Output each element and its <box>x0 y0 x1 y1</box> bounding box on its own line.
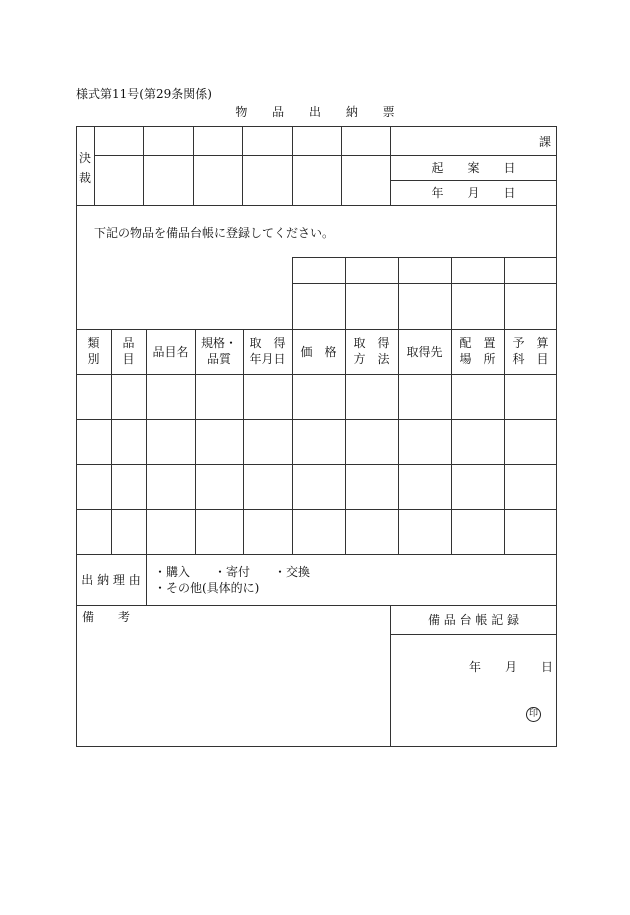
remarks-label: 備 考 <box>82 610 131 624</box>
section-label: 課 <box>539 135 552 149</box>
approval-divider <box>292 126 293 205</box>
approval-divider <box>193 126 194 205</box>
column-header: 取 得 <box>353 336 390 350</box>
column-header: 年月日 <box>249 352 286 366</box>
approval-divider <box>94 126 95 205</box>
ledger-label: 備 品 台 帳 記 録 <box>427 613 520 627</box>
approval-divider <box>143 126 144 205</box>
table-line <box>76 464 557 465</box>
column-header: 予 算 <box>512 336 549 350</box>
column-header: 品 <box>122 336 135 350</box>
approval-row-line <box>390 180 557 181</box>
column-header: 品質 <box>206 352 231 366</box>
form-title-char: 品 <box>272 105 285 119</box>
small-grid-line <box>292 257 293 329</box>
column-header: 品目名 <box>152 345 189 359</box>
small-grid-line <box>292 257 557 258</box>
table-col-line <box>292 329 293 554</box>
column-header: 方 法 <box>353 352 390 366</box>
form-title-char: 納 <box>345 105 358 119</box>
form-frame <box>76 126 557 747</box>
table-line <box>76 554 557 555</box>
column-header: 取得先 <box>406 345 443 359</box>
table-line <box>76 419 557 420</box>
ledger-date: 年 月 日 <box>469 660 554 674</box>
table-col-line <box>146 329 147 554</box>
column-header: 規格・ <box>200 336 237 350</box>
reason-divider <box>146 554 147 605</box>
reason-options: ・購入 ・寄付 ・交換 <box>154 565 311 579</box>
draft-date-label: 起 案 日 <box>431 161 516 175</box>
column-header: 類 <box>87 336 100 350</box>
draft-date: 年 月 日 <box>431 186 516 200</box>
form-title-char: 物 <box>235 105 248 119</box>
approval-divider <box>341 126 342 205</box>
small-grid-line <box>345 257 346 329</box>
table-line <box>76 374 557 375</box>
small-grid-line <box>292 283 557 284</box>
small-grid-line <box>451 257 452 329</box>
column-header: 配 置 <box>459 336 496 350</box>
column-header: 目 <box>122 352 135 366</box>
form-title-char: 票 <box>382 105 395 119</box>
section-line <box>76 205 557 206</box>
small-grid-line <box>398 257 399 329</box>
form-number-label: 様式第11号(第29条関係) <box>76 87 212 101</box>
approval-label: 決 <box>79 151 92 165</box>
small-grid-line <box>504 257 505 329</box>
column-header: 科 目 <box>512 352 549 366</box>
reason-other: ・その他(具体的に) <box>154 581 260 595</box>
table-line <box>76 329 557 330</box>
column-header: 取 得 <box>249 336 286 350</box>
approval-row-line <box>94 155 557 156</box>
form-title <box>0 103 630 120</box>
column-header: 別 <box>87 352 100 366</box>
approval-label: 裁 <box>79 171 92 185</box>
seal-icon: 印 <box>526 707 541 722</box>
table-col-line <box>398 329 399 554</box>
request-text: 下記の物品を備品台帳に登録してください。 <box>94 226 335 240</box>
section-line <box>76 605 557 606</box>
table-line <box>76 509 557 510</box>
column-header: 価 格 <box>300 345 337 359</box>
form-title-char: 出 <box>308 105 321 119</box>
reason-label: 出 納 理 由 <box>81 573 141 587</box>
column-header: 場 所 <box>459 352 496 366</box>
approval-divider <box>242 126 243 205</box>
ledger-line <box>390 634 557 635</box>
